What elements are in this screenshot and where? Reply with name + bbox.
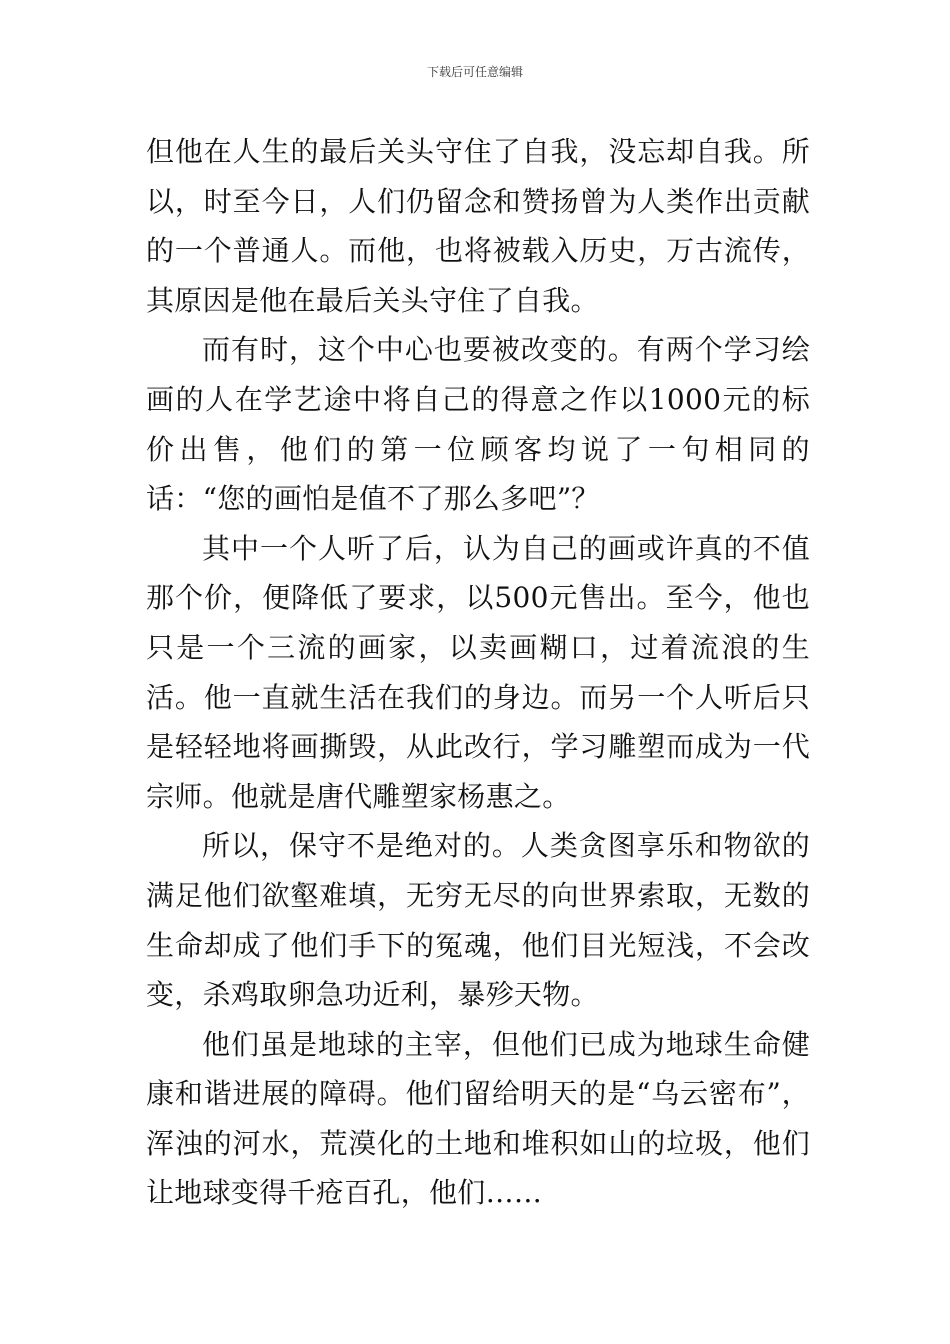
paragraph-3: 其中一个人听了后，认为自己的画或许真的不值那个价，便降低了要求，以500元售出。至今，他也只是一个三流的画家，以卖画糊口，过着流浪的生活。他一直就生活在我们的身边。而另一个人听后只是轻轻地将画撕毁，从此改行，学习雕塑而成为一代宗师。他就是唐代雕塑家杨惠之。 [146,531,810,813]
paragraph-5: 他们虽是地球的主宰，但他们已成为地球生命健康和谐进展的障碍。他们留给明天的是“乌云密布”，浑浊的河水，荒漠化的土地和堆积如山的垃圾，他们让地球变得千疮百孔，他们…… [146,1027,810,1210]
document-body [146,127,810,1218]
paragraph-4: 所以，保守不是绝对的。人类贪图享乐和物欲的满足他们欲壑难填，无穷无尽的向世界索取，无数的生命却成了他们手下的冤魂，他们目光短浅，不会改变，杀鸡取卵急功近利，暴殄天物。 [146,829,810,1012]
paragraph-2: 而有时，这个中心也要被改变的。有两个学习绘画的人在学艺途中将自己的得意之作以1000元的标价出售，他们的第一位顾客均说了一句相同的话：“您的画怕是值不了那么多吧”？ [146,333,810,516]
page-header: 下载后可任意编辑 [426,65,523,79]
paragraph-1: 但他在人生的最后关头守住了自我，没忘却自我。所以，时至今日，人们仍留念和赞扬曾为人类作出贡献的一个普通人。而他，也将被载入历史，万古流传，其原因是他在最后关头守住了自我。 [146,135,810,317]
